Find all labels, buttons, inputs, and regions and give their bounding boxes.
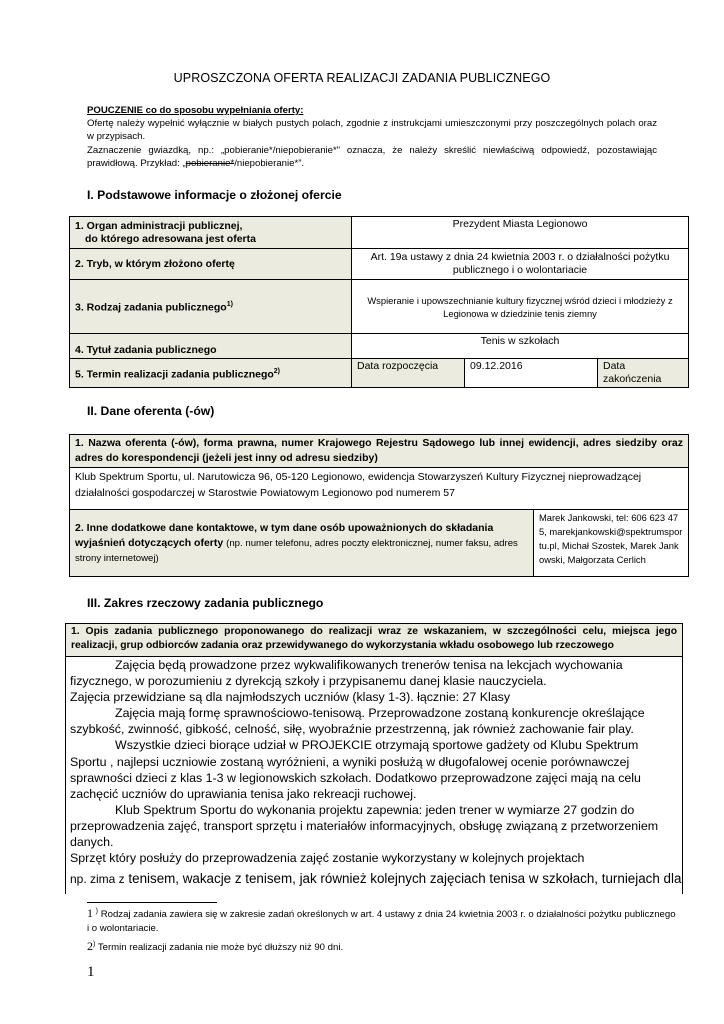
description-paragraph: Zajęcia będą prowadzone przez wykwalifikowanych trenerów tenisa na lekcjach wychowania fizycznego, w porozumieniu z dyrekcją szkoły i przypisanemu danej klasie nauczyciela. bbox=[70, 658, 623, 689]
basic-info-row-2 bbox=[70, 249, 689, 280]
footnotes bbox=[87, 905, 677, 955]
struck-example: pobieranie* bbox=[185, 157, 235, 169]
notice-line-1: Ofertę należy wypełnić wyłącznie w białych pustych polach, zgodnie z instrukcjami umieszczonymi przy poszczególnych polach oraz w przypisach. bbox=[87, 118, 657, 143]
organ-value[interactable]: Prezydent Miasta Legionowo bbox=[352, 217, 689, 249]
offeror-name-value[interactable]: Klub Spektrum Sportu, ul. Narutowicza 96, 05-120 Legionowo, ewidencja Stowarzyszeń Kultury Fizycznej nieprowadzącej działalności gospodarczej w Starostwie Powiatowym Legionowo pod numerem 57 bbox=[70, 468, 689, 510]
section-1-heading: I. Podstawowe informacje o złożonej ofercie bbox=[87, 188, 342, 202]
description-paragraph: Sprzęt który posłuży do przeprowadzenia zajęć zostanie wykorzystany w kolejnych projektach bbox=[70, 851, 585, 866]
notice-heading: POUCZENIE co do sposobu wypełniania oferty: bbox=[87, 105, 304, 116]
section-3-heading: III. Zakres rzeczowy zadania publicznego bbox=[87, 596, 324, 610]
offeror-name-label: 1. Nazwa oferenta (-ów), forma prawna, numer Krajowego Rejestru Sądowego lub innej ewidencji, adres siedziby oraz adres do korespondencji (jeżeli jest inny od adresu siedziby) bbox=[70, 435, 689, 468]
mode-value[interactable]: Art. 19a ustawy z dnia 24 kwietnia 2003 r. o działalności pożytku publicznego i o wolontariacie bbox=[352, 249, 689, 280]
footnote-divider bbox=[87, 902, 217, 903]
basic-info-table bbox=[69, 216, 689, 388]
start-date-label: Data rozpoczęcia bbox=[352, 359, 465, 388]
mode-label: 2. Tryb, w którym złożono ofertę bbox=[70, 249, 352, 280]
start-date-value[interactable]: 09.12.2016 bbox=[465, 359, 598, 388]
task-type-label: 3. Rodzaj zadania publicznego$^{1)}$ bbox=[70, 280, 352, 334]
instructions-notice bbox=[87, 104, 657, 170]
offeror-row-1 bbox=[70, 435, 689, 468]
notice-line-2-text: Zaznaczenie gwiazdką, np.: „pobieranie*/niepobieranie*” oznacza, że należy skreślić niewłaściwą odpowiedź, pozostawiając prawidłową. Przykład: „ bbox=[87, 144, 657, 169]
contact-hint: (np. numer telefonu, adres poczty elektronicznej, numer faksu, adres strony internetowej) bbox=[75, 537, 518, 564]
contact-value[interactable]: Marek Jankowski, tel: 606 623 475, marekjankowski@spektrumsportu.pl, Michał Szostek, Marek Jankowski, Małgorzata Cerlich bbox=[534, 510, 689, 577]
end-date-label: Data zakończenia bbox=[598, 359, 689, 388]
page-title: UPROSZCZONA OFERTA REALIZACJI ZADANIA PUBLICZNEGO bbox=[173, 71, 551, 85]
description-paragraph: Klub Spektrum Sportu do wykonania projektu zapewnia: jeden trener w wymiarze 27 godzin do przeprowadzenia zajęć, transport sprzętu i materiałów informacyjnych, obsługę związaną z przetworzeniem danych. bbox=[70, 802, 659, 850]
description-body[interactable] bbox=[65, 656, 683, 894]
contact-label: 2. Inne dodatkowe dane kontaktowe, w tym dane osób upoważnionych do składania wyjaśnień dotyczących oferty (np. numer telefonu, adres poczty elektronicznej, numer faksu, adres strony internetowej) bbox=[70, 510, 534, 577]
footnote-2: 2) Termin realizacji zadania nie może być dłuższy niż 90 dni. bbox=[87, 939, 344, 954]
basic-info-row-3 bbox=[70, 280, 689, 334]
description-paragraph: Wszystkie dzieci biorące udział w PROJEKCIE otrzymają sportowe gadżety od Klubu Spektrum Sportu , najlepsi uczniowie zostaną wyróżnieni, a wyniki posłużą w długofalowej ocenie porównawczej sprawności dzieci z klas 1-3 w legionowskich szkołach. Dodatkowo przeprowadzone zajęci mają na celu zachęcić uczniów do uprawiania tenisa jako rekreacji ruchowej. bbox=[70, 738, 641, 801]
task-type-value[interactable]: Wspieranie i upowszechnianie kultury fizycznej wśród dzieci i młodzieży z Legionowa w dziedzinie tenis ziemny bbox=[352, 280, 689, 334]
organ-label: 1. Organ administracji publicznej, do którego adresowana jest oferta bbox=[70, 217, 352, 249]
notice-line-2 bbox=[87, 144, 657, 170]
basic-info-row-5 bbox=[70, 359, 689, 388]
basic-info-row-1 bbox=[70, 217, 689, 249]
offeror-table bbox=[69, 434, 689, 577]
description-paragraph: Zajęcia przewidziane są dla najmłodszych uczniów (klasy 1-3). łącznie: 27 Klasy bbox=[70, 690, 511, 705]
offeror-row-2 bbox=[70, 468, 689, 510]
basic-info-row-4 bbox=[70, 334, 689, 359]
description-paragraph: np. zima z tenisem, wakacje z tenisem, jak również kolejnych zajęciach tenisa w szkołach, turniejach dla bbox=[70, 871, 682, 887]
period-label: 5. Termin realizacji zadania publicznego$^{2)}$ bbox=[70, 359, 352, 388]
task-title-label: 4. Tytuł zadania publicznego bbox=[70, 334, 352, 359]
offeror-row-3 bbox=[70, 510, 689, 577]
section-2-heading: II. Dane oferenta (-ów) bbox=[87, 404, 215, 418]
task-title-value[interactable]: Tenis w szkołach bbox=[352, 334, 689, 359]
page-number: 1 bbox=[87, 964, 95, 980]
footnote-1: 1 ) Rodzaj zadania zawiera się w zakresie zadań określonych w art. 4 ustawy z dnia 24 kwietnia 2003 r. o działalności pożytku publicznego i o wolontariacie. bbox=[87, 906, 676, 934]
description-label: 1. Opis zadania publicznego proponowanego do realizacji wraz ze wskazaniem, w szczególności celu, miejsca jego realizacji, grup odbiorców zadania oraz przewidywanego do wykorzystania wkładu osobowego lub rzeczowego bbox=[65, 623, 683, 657]
notice-line-2-end: /niepobieranie*”. bbox=[234, 157, 305, 169]
description-paragraph: Zajęcia mają formę sprawnościowo-tenisową. Przeprowadzone zostaną konkurencje określające szybkość, zwinność, gibkość, celność, siłę, wyobraźnie przestrzenną, jak również zachowanie fair play. bbox=[70, 706, 645, 737]
